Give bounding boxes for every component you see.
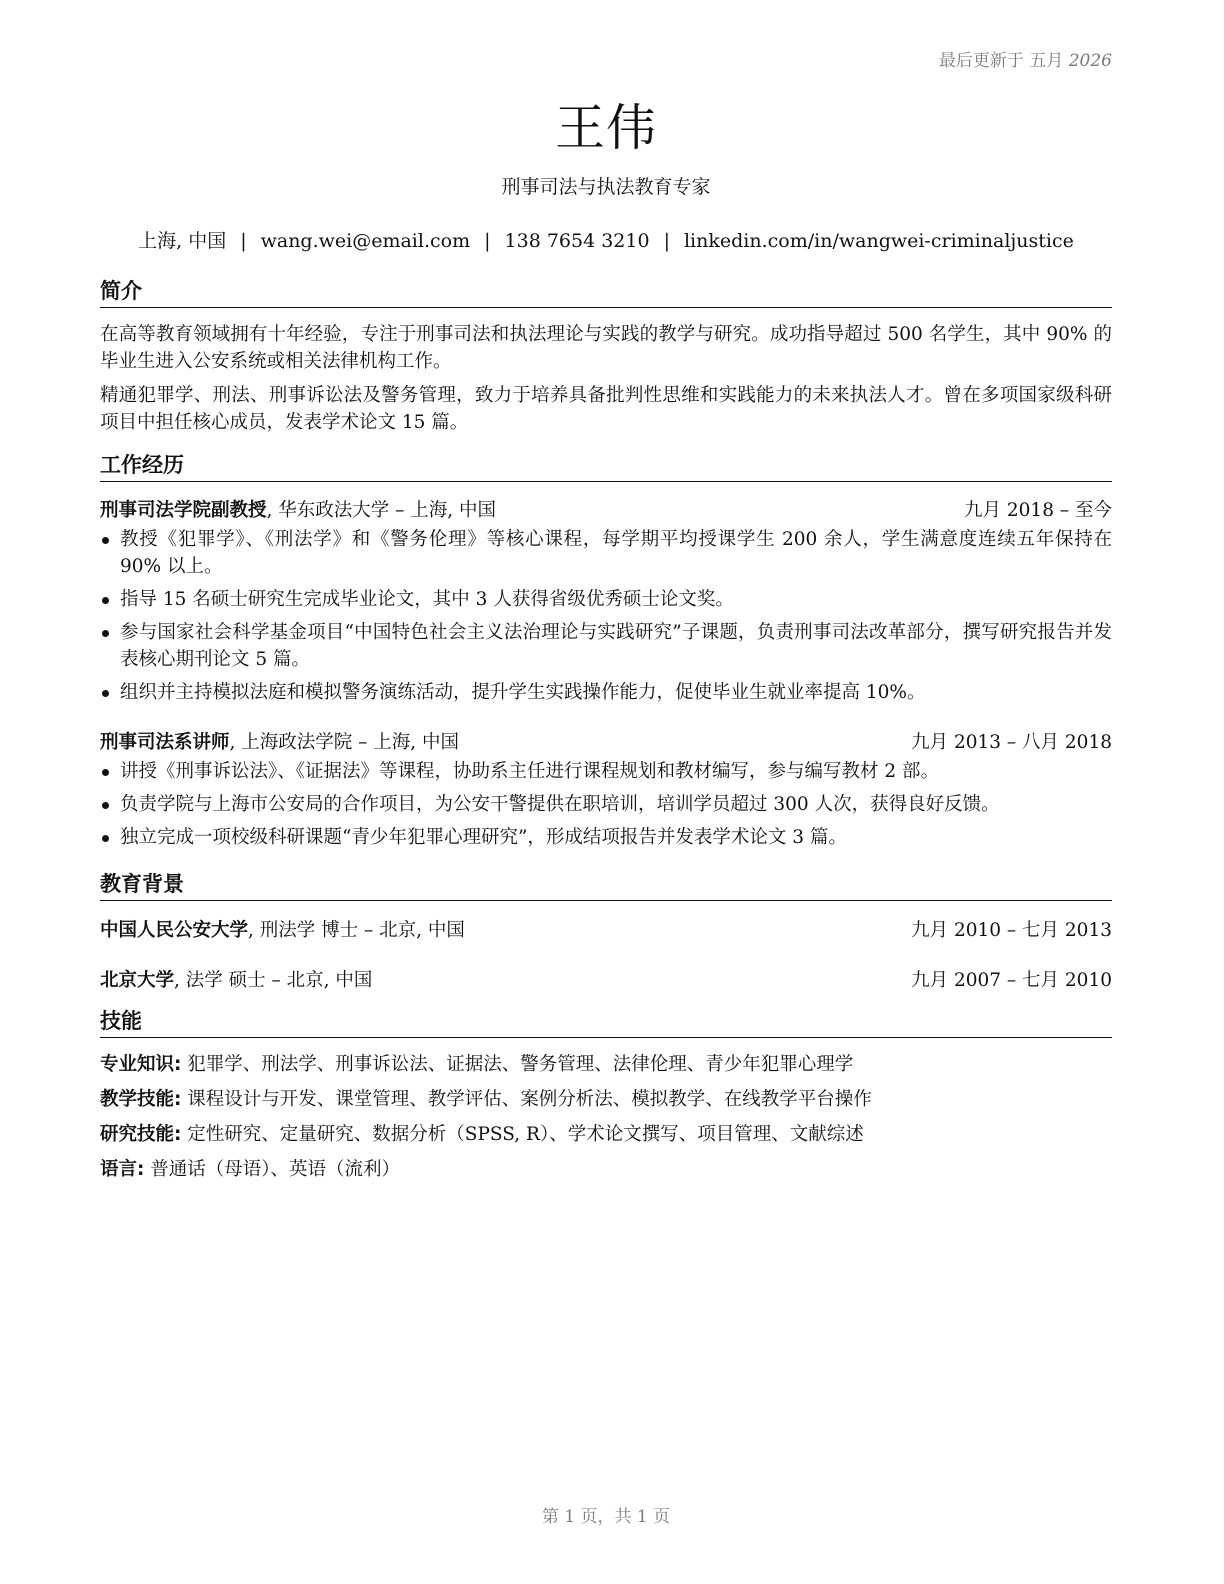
bullet-item: 负责学院与上海市公安局的合作项目，为公安干警提供在职培训，培训学员超过 300 人次，获得良好反馈。 xyxy=(100,791,1112,818)
experience-title: 刑事司法学院副教授 xyxy=(100,500,267,521)
education-degree xyxy=(100,966,372,992)
page-footer: 第 1 页，共 1 页 xyxy=(541,1507,671,1527)
contact-phone[interactable]: 138 7654 3210 xyxy=(504,230,650,252)
experience-entry-header xyxy=(100,496,1112,522)
education-dates: 九月 2007 – 七月 2010 xyxy=(911,970,1112,991)
education-detail: , 刑法学 博士 – 北京, 中国 xyxy=(248,920,465,941)
summary-paragraph-1: 在高等教育领域拥有十年经验，专注于刑事司法和执法理论与实践的教学与研究。成功指导超过 500 名学生，其中 90% 的毕业生进入公安系统或相关法律机构工作。 xyxy=(100,324,1112,372)
skill-row xyxy=(100,1122,1112,1148)
contact-separator: | xyxy=(484,230,491,252)
education-school: 北京大学 xyxy=(100,970,175,991)
skill-row xyxy=(100,1052,1112,1078)
experience-org: , 上海政法学院 – 上海, 中国 xyxy=(229,732,460,753)
education-dates: 九月 2010 – 七月 2013 xyxy=(911,920,1112,941)
education-school: 中国人民公安大学 xyxy=(100,920,249,941)
section-title-skills: 技能 xyxy=(100,1007,1112,1038)
contact-location: 上海, 中国 xyxy=(138,230,227,252)
skill-value: 定性研究、定量研究、数据分析（SPSS, R）、学术论文撰写、项目管理、文献综述 xyxy=(181,1124,864,1145)
experience-org: , 华东政法大学 – 上海, 中国 xyxy=(266,500,497,521)
contact-separator: | xyxy=(240,230,247,252)
experience-entry-header xyxy=(100,728,1112,754)
skill-value: 普通话（母语）、英语（流利） xyxy=(144,1159,401,1180)
candidate-name: 王伟 xyxy=(555,99,657,157)
bullet-item: 独立完成一项校级科研课题“青少年犯罪心理研究”，形成结项报告并发表学术论文 3 篇。 xyxy=(100,824,1112,851)
bullet-item: 指导 15 名硕士研究生完成毕业论文，其中 3 人获得省级优秀硕士论文奖。 xyxy=(100,586,1112,613)
education-detail: , 法学 硕士 – 北京, 中国 xyxy=(174,970,373,991)
last-updated-text: 最后更新于 五月 xyxy=(938,51,1064,71)
skill-value: 犯罪学、刑法学、刑事诉讼法、证据法、警务管理、法律伦理、青少年犯罪心理学 xyxy=(181,1054,854,1075)
contact-email[interactable]: wang.wei@email.com xyxy=(260,230,471,252)
section-title-summary: 简介 xyxy=(100,277,1112,308)
bullet-item: 组织并主持模拟法庭和模拟警务演练活动，提升学生实践操作能力，促使毕业生就业率提高 10%。 xyxy=(100,679,1112,706)
skill-label: 研究技能: xyxy=(100,1124,182,1145)
bullet-item: 参与国家社会科学基金项目“中国特色社会主义法治理论与实践研究”子课题，负责刑事司法改革部分，撰写研究报告并发表核心期刊论文 5 篇。 xyxy=(100,619,1112,673)
headline: 刑事司法与执法教育专家 xyxy=(501,176,711,198)
bullet-item: 教授《犯罪学》、《刑法学》和《警务伦理》等核心课程，每学期平均授课学生 200 余人，学生满意度连续五年保持在 90% 以上。 xyxy=(100,526,1112,580)
experience-title: 刑事司法系讲师 xyxy=(100,732,230,753)
experience-dates: 九月 2013 – 八月 2018 xyxy=(911,732,1112,753)
resume-page xyxy=(100,0,1112,1584)
skill-label: 教学技能: xyxy=(100,1089,182,1110)
skill-value: 课程设计与开发、课堂管理、教学评估、案例分析法、模拟教学、在线教学平台操作 xyxy=(181,1089,872,1110)
bullet-item: 讲授《刑事诉讼法》、《证据法》等课程，协助系主任进行课程规划和教材编写，参与编写教材 2 部。 xyxy=(100,758,1112,785)
last-updated-year: 2026 xyxy=(1068,51,1112,71)
skill-label: 专业知识: xyxy=(100,1054,182,1075)
skill-label: 语言: xyxy=(100,1159,145,1180)
experience-bullets xyxy=(100,526,1112,712)
contact-separator: | xyxy=(663,230,670,252)
last-updated xyxy=(939,46,1112,71)
contact-linkedin[interactable]: linkedin.com/in/wangwei-criminaljustice xyxy=(683,230,1074,252)
skill-row xyxy=(100,1157,1112,1183)
education-entry xyxy=(100,916,1112,942)
education-entry xyxy=(100,966,1112,992)
experience-role xyxy=(100,496,496,522)
section-title-experience: 工作经历 xyxy=(100,451,1112,482)
contact-line xyxy=(100,226,1112,253)
experience-bullets xyxy=(100,758,1112,857)
skill-row xyxy=(100,1087,1112,1113)
summary-paragraph-2: 精通犯罪学、刑法、刑事诉讼法及警务管理，致力于培养具备批判性思维和实践能力的未来执法人才。曾在多项国家级科研项目中担任核心成员，发表学术论文 15 篇。 xyxy=(100,385,1112,433)
section-title-education: 教育背景 xyxy=(100,870,1112,901)
education-degree xyxy=(100,916,465,942)
experience-role xyxy=(100,728,459,754)
experience-dates: 九月 2018 – 至今 xyxy=(964,500,1112,521)
